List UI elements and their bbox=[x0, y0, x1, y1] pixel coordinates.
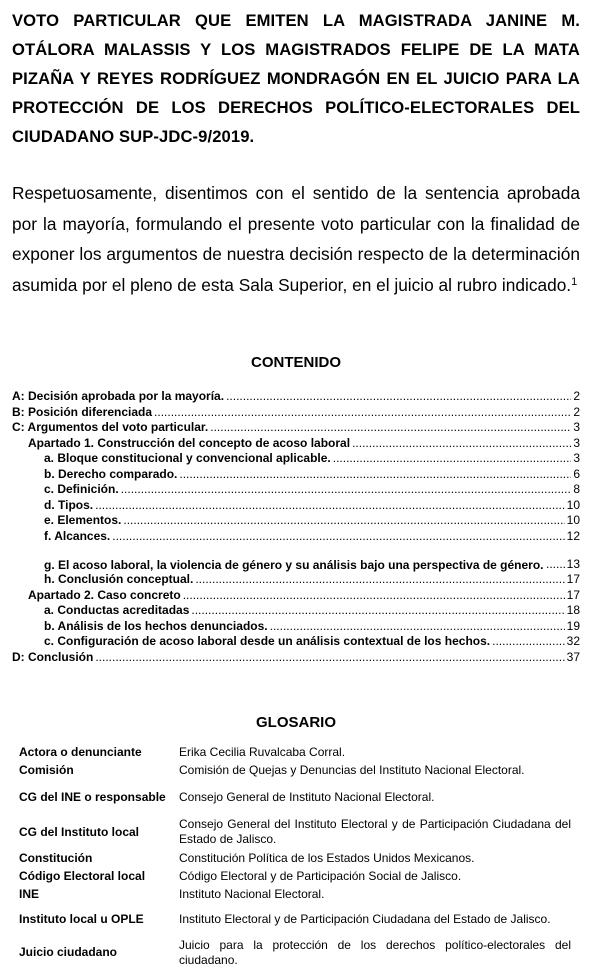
toc-entry-page: 2 bbox=[573, 389, 580, 403]
document-title: VOTO PARTICULAR QUE EMITEN LA MAGISTRADA JANINE M. OTÁLORA MALASSIS Y LOS MAGISTRADOS FELIPE DE LA MATA PIZAÑA Y REYES RODRÍGUEZ MONDRAGÓN EN EL JUICIO PARA LA PROTECCIÓN DE LOS DERECHOS POLÍTICO-ELECTORALES DEL CIUDADANO SUP-JDC-9/2019. bbox=[12, 11, 580, 146]
toc-entry-c[interactable] bbox=[12, 420, 580, 436]
toc-entry-label: d. Tipos. bbox=[44, 497, 94, 512]
toc-dot-leader bbox=[226, 389, 571, 405]
glossary-term: Instituto local u OPLE bbox=[19, 912, 144, 926]
toc-entry-label: c. Definición. bbox=[44, 482, 119, 496]
toc-dot-leader bbox=[179, 467, 571, 483]
toc-dot-leader bbox=[195, 572, 564, 588]
glossary-row bbox=[19, 815, 571, 849]
toc-dot-leader bbox=[352, 436, 571, 452]
toc-entry-label: g. El acoso laboral, la violencia de género y su análisis bajo una perspectiva de género. bbox=[44, 557, 544, 572]
toc-entry-label: h. Conclusión conceptual. bbox=[44, 572, 194, 586]
toc-entry-label: a. Conductas acreditadas bbox=[44, 603, 190, 617]
toc-entry-label: b. Análisis de los hechos denunciados. bbox=[44, 618, 268, 633]
glossary-definition: Consejo General del Instituto Electoral y de Participación Ciudadana del Estado de Jalisco. bbox=[179, 817, 571, 846]
toc-entry-page: 18 bbox=[566, 603, 580, 617]
intro-text: Respetuosamente, disentimos con el sentido de la sentencia aprobada por la mayoría, formulando el presente voto particular con la finalidad de exponer los argumentos de nuestra decisión respecto de la determinación asumida por el pleno de esta Sala Superior, en el juicio al rubro indicado. bbox=[12, 183, 580, 295]
glossary-term: CG del INE o responsable bbox=[19, 789, 166, 804]
glossary-row bbox=[19, 867, 571, 885]
toc-entry-1b[interactable] bbox=[12, 467, 580, 483]
toc-dot-leader bbox=[210, 420, 571, 436]
toc-entry-b[interactable] bbox=[12, 405, 580, 421]
toc-entry-page: 3 bbox=[573, 420, 580, 434]
toc-entry-1a[interactable] bbox=[12, 451, 580, 467]
toc-entry-label: f. Alcances. bbox=[44, 528, 111, 543]
glossary-row bbox=[19, 761, 571, 779]
toc-entry-page: 13 bbox=[566, 556, 580, 571]
toc-entry-1g[interactable] bbox=[12, 544, 580, 572]
toc-entry-page: 3 bbox=[573, 435, 580, 450]
toc-entry-page: 17 bbox=[566, 587, 580, 602]
toc-entry-1f[interactable] bbox=[12, 529, 580, 545]
toc-entry-label: A: Decisión aprobada por la mayoría. bbox=[12, 389, 225, 403]
toc-entry-page: 10 bbox=[566, 513, 580, 527]
toc-entry-label: b. Derecho comparado. bbox=[44, 466, 178, 481]
glossary-row bbox=[19, 936, 571, 969]
toc-dot-leader bbox=[123, 513, 564, 529]
toc-entry-apartado-2[interactable] bbox=[12, 588, 580, 604]
glossary-row bbox=[19, 779, 571, 815]
glossary-row bbox=[19, 743, 571, 761]
glossary-term: CG del Instituto local bbox=[19, 824, 140, 839]
toc-dot-leader bbox=[95, 498, 565, 514]
toc-entry-2a[interactable] bbox=[12, 603, 580, 619]
glossary-term: Comisión bbox=[19, 762, 74, 777]
toc-dot-leader bbox=[191, 603, 564, 619]
toc-dot-leader bbox=[183, 588, 565, 604]
toc-entry-label: e. Elementos. bbox=[44, 513, 122, 527]
toc-entry-1h[interactable] bbox=[12, 572, 580, 588]
toc-entry-label: D: Conclusión bbox=[12, 649, 94, 664]
glossary-term: Actora o denunciante bbox=[19, 744, 142, 759]
toc-entry-apartado-1[interactable] bbox=[12, 436, 580, 452]
toc-entry-d[interactable] bbox=[12, 650, 580, 666]
toc-entry-page: 37 bbox=[566, 649, 580, 664]
glossary-row bbox=[19, 849, 571, 867]
glossary-row bbox=[19, 885, 571, 903]
toc-dot-leader bbox=[333, 451, 572, 467]
table-of-contents bbox=[12, 389, 580, 665]
glossary-definition: Erika Cecilia Ruvalcaba Corral. bbox=[179, 744, 346, 759]
toc-dot-leader bbox=[270, 619, 565, 635]
toc-entry-label: Apartado 2. Caso concreto bbox=[28, 587, 181, 602]
glossary-definition: Instituto Nacional Electoral. bbox=[179, 886, 325, 901]
toc-entry-page: 6 bbox=[573, 466, 580, 481]
toc-entry-page: 10 bbox=[566, 497, 580, 512]
toc-entry-page: 32 bbox=[566, 634, 580, 648]
toc-entry-2c[interactable] bbox=[12, 634, 580, 650]
toc-entry-label: B: Posición diferenciada bbox=[12, 404, 153, 419]
toc-entry-page: 8 bbox=[573, 482, 580, 496]
toc-entry-page: 19 bbox=[566, 618, 580, 633]
glossary-definition: Constitución Política de los Estados Unidos Mexicanos. bbox=[179, 850, 475, 865]
toc-dot-leader bbox=[121, 482, 572, 498]
toc-entry-1c[interactable] bbox=[12, 482, 580, 498]
toc-dot-leader bbox=[112, 529, 564, 545]
footnote-reference[interactable]: 1 bbox=[571, 275, 578, 288]
glossary-definition: Instituto Electoral y de Participación Ciudadana del Estado de Jalisco. bbox=[179, 912, 551, 926]
glossary-term: Constitución bbox=[19, 850, 93, 865]
glossary-term: Código Electoral local bbox=[19, 868, 146, 883]
toc-heading: CONTENIDO bbox=[251, 354, 341, 371]
glossary-definition: Consejo General de Instituto Nacional Electoral. bbox=[179, 789, 435, 804]
glossary-term: INE bbox=[19, 886, 40, 901]
toc-entry-2b[interactable] bbox=[12, 619, 580, 635]
toc-entry-label: a. Bloque constitucional y convencional aplicable. bbox=[44, 451, 331, 465]
intro-paragraph bbox=[12, 178, 580, 300]
glossary-definition: Comisión de Quejas y Denuncias del Instituto Nacional Electoral. bbox=[179, 762, 525, 777]
toc-dot-leader bbox=[95, 650, 564, 666]
toc-entry-page: 17 bbox=[566, 572, 580, 586]
toc-entry-1d[interactable] bbox=[12, 498, 580, 514]
toc-dot-leader bbox=[546, 557, 565, 573]
glossary-term: Juicio ciudadano bbox=[19, 945, 118, 959]
toc-entry-page: 2 bbox=[573, 404, 580, 419]
toc-entry-label: c. Configuración de acoso laboral desde un análisis contextual de los hechos. bbox=[44, 634, 491, 648]
glossary-definition: Código Electoral y de Participación Social de Jalisco. bbox=[179, 868, 462, 883]
glossary-heading: GLOSARIO bbox=[255, 714, 336, 731]
toc-entry-page: 3 bbox=[573, 451, 580, 465]
glossary-row bbox=[19, 903, 571, 936]
toc-entry-label: C: Argumentos del voto particular. bbox=[12, 420, 209, 434]
toc-dot-leader bbox=[492, 634, 565, 650]
glossary-definition: Juicio para la protección de los derechos político-electorales del ciudadano. bbox=[179, 937, 571, 967]
glossary-table bbox=[19, 743, 571, 969]
toc-entry-label: Apartado 1. Construcción del concepto de acoso laboral bbox=[28, 435, 351, 450]
toc-dot-leader bbox=[154, 405, 571, 421]
toc-entry-a[interactable] bbox=[12, 389, 580, 405]
toc-entry-1e[interactable] bbox=[12, 513, 580, 529]
toc-entry-page: 12 bbox=[566, 528, 580, 543]
